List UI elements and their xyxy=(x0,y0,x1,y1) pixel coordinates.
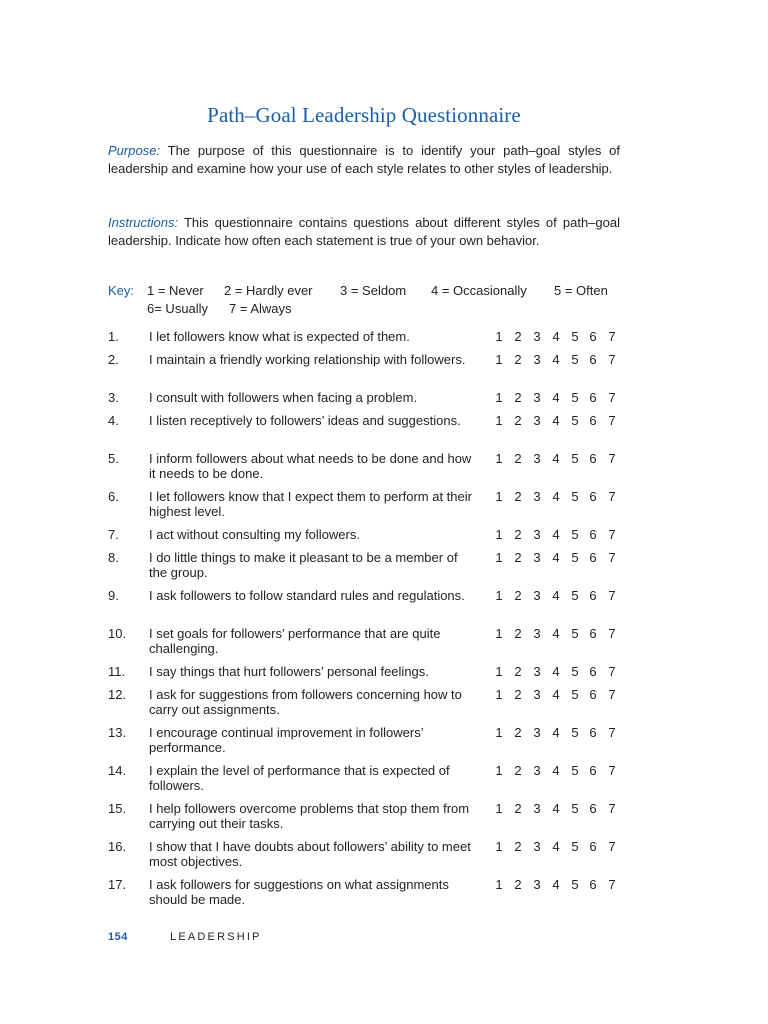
item-statement: I say things that hurt followers’ personal feelings. xyxy=(149,664,429,679)
rating-option[interactable]: 2 xyxy=(514,550,522,565)
rating-option[interactable]: 4 xyxy=(552,352,560,367)
rating-option[interactable]: 2 xyxy=(514,626,522,641)
rating-option[interactable]: 1 xyxy=(495,725,503,740)
rating-option[interactable]: 1 xyxy=(495,413,503,428)
rating-option[interactable]: 6 xyxy=(589,801,597,816)
rating-option[interactable]: 2 xyxy=(514,725,522,740)
rating-option[interactable]: 5 xyxy=(571,664,579,679)
rating-key xyxy=(108,282,628,318)
rating-option[interactable]: 4 xyxy=(552,839,560,854)
rating-option[interactable]: 2 xyxy=(514,877,522,892)
rating-option[interactable]: 7 xyxy=(608,839,616,854)
item-statement: I show that I have doubts about followers’ ability to meet most objectives. xyxy=(149,839,471,869)
item-statement: I set goals for followers’ performance that are quite challenging. xyxy=(149,626,441,656)
rating-option[interactable]: 7 xyxy=(608,390,616,405)
rating-option[interactable]: 4 xyxy=(552,801,560,816)
item-statement: I do little things to make it pleasant to be a member of the group. xyxy=(149,550,458,580)
item-number: 7. xyxy=(108,527,119,542)
key-entry: 7 = Always xyxy=(229,301,292,316)
rating-option[interactable]: 1 xyxy=(495,877,503,892)
rating-option[interactable]: 2 xyxy=(514,801,522,816)
key-entry: 5 = Often xyxy=(554,283,608,298)
rating-option[interactable]: 5 xyxy=(571,489,579,504)
page-title: Path–Goal Leadership Questionnaire xyxy=(207,103,521,127)
rating-option[interactable]: 4 xyxy=(552,588,560,603)
rating-option[interactable]: 1 xyxy=(495,839,503,854)
rating-option[interactable]: 5 xyxy=(571,352,579,367)
rating-option[interactable]: 1 xyxy=(495,451,503,466)
rating-option[interactable]: 1 xyxy=(495,801,503,816)
rating-option[interactable]: 2 xyxy=(514,763,522,778)
item-number: 12. xyxy=(108,687,127,702)
rating-option[interactable]: 3 xyxy=(533,329,541,344)
rating-scale xyxy=(494,550,624,565)
rating-scale xyxy=(494,839,624,854)
rating-option[interactable]: 3 xyxy=(533,390,541,405)
rating-option[interactable]: 1 xyxy=(495,489,503,504)
rating-option[interactable]: 5 xyxy=(571,763,579,778)
rating-option[interactable]: 4 xyxy=(552,664,560,679)
rating-option[interactable]: 6 xyxy=(589,527,597,542)
item-number: 13. xyxy=(108,725,127,740)
rating-option[interactable]: 2 xyxy=(514,664,522,679)
rating-scale xyxy=(494,527,624,542)
rating-option[interactable]: 5 xyxy=(571,725,579,740)
rating-option[interactable]: 7 xyxy=(608,451,616,466)
item-number: 17. xyxy=(108,877,127,892)
rating-option[interactable]: 3 xyxy=(533,588,541,603)
rating-option[interactable]: 6 xyxy=(589,725,597,740)
rating-option[interactable]: 2 xyxy=(514,839,522,854)
rating-option[interactable]: 7 xyxy=(608,329,616,344)
rating-option[interactable]: 4 xyxy=(552,687,560,702)
rating-option[interactable]: 4 xyxy=(552,763,560,778)
purpose-text: The purpose of this questionnaire is to identify your path–goal styles of leadership and examine how your use of each style relates to other styles of leadership. xyxy=(108,143,620,176)
rating-option[interactable]: 2 xyxy=(514,687,522,702)
rating-scale xyxy=(494,877,624,892)
key-entry: 4 = Occasionally xyxy=(431,283,527,298)
item-statement: I ask followers to follow standard rules and regulations. xyxy=(149,588,465,603)
rating-option[interactable]: 5 xyxy=(571,390,579,405)
rating-option[interactable]: 3 xyxy=(533,550,541,565)
rating-option[interactable]: 7 xyxy=(608,877,616,892)
rating-option[interactable]: 6 xyxy=(589,352,597,367)
rating-option[interactable]: 1 xyxy=(495,664,503,679)
rating-option[interactable]: 6 xyxy=(589,550,597,565)
rating-scale xyxy=(494,390,624,405)
rating-option[interactable]: 2 xyxy=(514,588,522,603)
rating-scale xyxy=(494,588,624,603)
rating-option[interactable]: 5 xyxy=(571,687,579,702)
rating-option[interactable]: 3 xyxy=(533,626,541,641)
rating-option[interactable]: 1 xyxy=(495,329,503,344)
rating-option[interactable]: 4 xyxy=(552,550,560,565)
rating-option[interactable]: 7 xyxy=(608,687,616,702)
item-statement: I act without consulting my followers. xyxy=(149,527,360,542)
rating-option[interactable]: 6 xyxy=(589,877,597,892)
rating-option[interactable]: 5 xyxy=(571,801,579,816)
item-number: 14. xyxy=(108,763,127,778)
item-statement: I help followers overcome problems that stop them from carrying out their tasks. xyxy=(149,801,470,831)
rating-option[interactable]: 1 xyxy=(495,527,503,542)
rating-option[interactable]: 5 xyxy=(571,413,579,428)
item-number: 2. xyxy=(108,352,119,367)
rating-option[interactable]: 6 xyxy=(589,664,597,679)
item-number: 9. xyxy=(108,588,119,603)
purpose-paragraph xyxy=(108,142,620,178)
item-number: 8. xyxy=(108,550,119,565)
rating-option[interactable]: 3 xyxy=(533,839,541,854)
rating-option[interactable]: 3 xyxy=(533,763,541,778)
rating-option[interactable]: 7 xyxy=(608,489,616,504)
rating-option[interactable]: 6 xyxy=(589,588,597,603)
rating-scale xyxy=(494,763,624,778)
rating-option[interactable]: 1 xyxy=(495,626,503,641)
purpose-label: Purpose: xyxy=(108,143,161,158)
rating-option[interactable]: 6 xyxy=(589,413,597,428)
rating-scale xyxy=(494,352,624,367)
rating-option[interactable]: 6 xyxy=(589,839,597,854)
rating-option[interactable]: 2 xyxy=(514,390,522,405)
rating-option[interactable]: 3 xyxy=(533,877,541,892)
key-label: Key: xyxy=(108,283,135,298)
key-entry: 1 = Never xyxy=(147,283,204,298)
item-number: 6. xyxy=(108,489,119,504)
item-number: 1. xyxy=(108,329,119,344)
rating-option[interactable]: 1 xyxy=(495,763,503,778)
rating-scale xyxy=(494,725,624,740)
rating-option[interactable]: 6 xyxy=(589,489,597,504)
item-statement: I let followers know what is expected of them. xyxy=(149,329,410,344)
rating-scale xyxy=(494,687,624,702)
rating-option[interactable]: 3 xyxy=(533,687,541,702)
rating-scale xyxy=(494,664,624,679)
rating-option[interactable]: 3 xyxy=(533,451,541,466)
rating-option[interactable]: 2 xyxy=(514,527,522,542)
rating-option[interactable]: 7 xyxy=(608,413,616,428)
rating-option[interactable]: 4 xyxy=(552,877,560,892)
rating-option[interactable]: 1 xyxy=(495,390,503,405)
rating-option[interactable]: 5 xyxy=(571,329,579,344)
item-statement: I listen receptively to followers’ ideas and suggestions. xyxy=(149,413,461,428)
item-number: 11. xyxy=(108,664,126,679)
rating-option[interactable]: 4 xyxy=(552,527,560,542)
rating-scale xyxy=(494,801,624,816)
item-statement: I encourage continual improvement in followers’ performance. xyxy=(149,725,424,755)
key-entry: 6= Usually xyxy=(147,301,209,316)
instructions-text: This questionnaire contains questions about different styles of path–goal leadership. Indicate how often each statement is true of your own behavior. xyxy=(108,215,620,248)
rating-option[interactable]: 5 xyxy=(571,626,579,641)
item-number: 15. xyxy=(108,801,127,816)
rating-option[interactable]: 5 xyxy=(571,877,579,892)
rating-option[interactable]: 3 xyxy=(533,801,541,816)
item-statement: I consult with followers when facing a problem. xyxy=(149,390,418,405)
running-head: LEADERSHIP xyxy=(170,931,262,943)
rating-option[interactable]: 7 xyxy=(608,352,616,367)
rating-scale xyxy=(494,451,624,466)
rating-option[interactable]: 4 xyxy=(552,329,560,344)
rating-option[interactable]: 2 xyxy=(514,413,522,428)
rating-option[interactable]: 7 xyxy=(608,763,616,778)
rating-option[interactable]: 4 xyxy=(552,390,560,405)
rating-option[interactable]: 2 xyxy=(514,489,522,504)
item-statement: I let followers know that I expect them to perform at their highest level. xyxy=(149,489,472,519)
item-statement: I explain the level of performance that is expected of followers. xyxy=(149,763,450,793)
rating-option[interactable]: 3 xyxy=(533,413,541,428)
rating-option[interactable]: 6 xyxy=(589,687,597,702)
rating-option[interactable]: 1 xyxy=(495,550,503,565)
instructions-paragraph xyxy=(108,214,620,250)
rating-option[interactable]: 1 xyxy=(495,687,503,702)
rating-option[interactable]: 5 xyxy=(571,839,579,854)
page-number: 154 xyxy=(108,931,128,943)
rating-option[interactable]: 3 xyxy=(533,527,541,542)
rating-option[interactable]: 6 xyxy=(589,451,597,466)
rating-option[interactable]: 7 xyxy=(608,588,616,603)
rating-option[interactable]: 7 xyxy=(608,664,616,679)
rating-option[interactable]: 5 xyxy=(571,588,579,603)
rating-option[interactable]: 1 xyxy=(495,352,503,367)
rating-option[interactable]: 5 xyxy=(571,550,579,565)
rating-option[interactable]: 4 xyxy=(552,725,560,740)
item-statement: I maintain a friendly working relationship with followers. xyxy=(149,352,466,367)
rating-option[interactable]: 5 xyxy=(571,451,579,466)
rating-option[interactable]: 7 xyxy=(608,527,616,542)
item-statement: I inform followers about what needs to be done and how it needs to be done. xyxy=(149,451,472,481)
item-statement: I ask for suggestions from followers concerning how to carry out assignments. xyxy=(149,687,462,717)
key-entry: 2 = Hardly ever xyxy=(224,283,313,298)
rating-scale xyxy=(494,413,624,428)
rating-option[interactable]: 3 xyxy=(533,352,541,367)
item-number: 10. xyxy=(108,626,127,641)
item-number: 3. xyxy=(108,390,119,405)
rating-option[interactable]: 4 xyxy=(552,451,560,466)
rating-option[interactable]: 6 xyxy=(589,763,597,778)
rating-option[interactable]: 3 xyxy=(533,664,541,679)
rating-option[interactable]: 6 xyxy=(589,329,597,344)
item-number: 4. xyxy=(108,413,119,428)
rating-scale xyxy=(494,626,624,641)
rating-option[interactable]: 4 xyxy=(552,626,560,641)
rating-option[interactable]: 4 xyxy=(552,413,560,428)
rating-option[interactable]: 2 xyxy=(514,329,522,344)
rating-scale xyxy=(494,489,624,504)
rating-option[interactable]: 7 xyxy=(608,725,616,740)
rating-option[interactable]: 2 xyxy=(514,352,522,367)
rating-option[interactable]: 7 xyxy=(608,801,616,816)
rating-option[interactable]: 7 xyxy=(608,626,616,641)
rating-scale xyxy=(494,329,624,344)
rating-option[interactable]: 1 xyxy=(495,588,503,603)
rating-option[interactable]: 3 xyxy=(533,725,541,740)
rating-option[interactable]: 2 xyxy=(514,451,522,466)
rating-option[interactable]: 5 xyxy=(571,527,579,542)
item-number: 16. xyxy=(108,839,127,854)
item-number: 5. xyxy=(108,451,119,466)
rating-option[interactable]: 3 xyxy=(533,489,541,504)
rating-option[interactable]: 7 xyxy=(608,550,616,565)
rating-option[interactable]: 6 xyxy=(589,390,597,405)
rating-option[interactable]: 4 xyxy=(552,489,560,504)
key-entry: 3 = Seldom xyxy=(340,283,407,298)
item-statement: I ask followers for suggestions on what assignments should be made. xyxy=(149,877,449,907)
instructions-label: Instructions: xyxy=(108,215,179,230)
rating-option[interactable]: 6 xyxy=(589,626,597,641)
